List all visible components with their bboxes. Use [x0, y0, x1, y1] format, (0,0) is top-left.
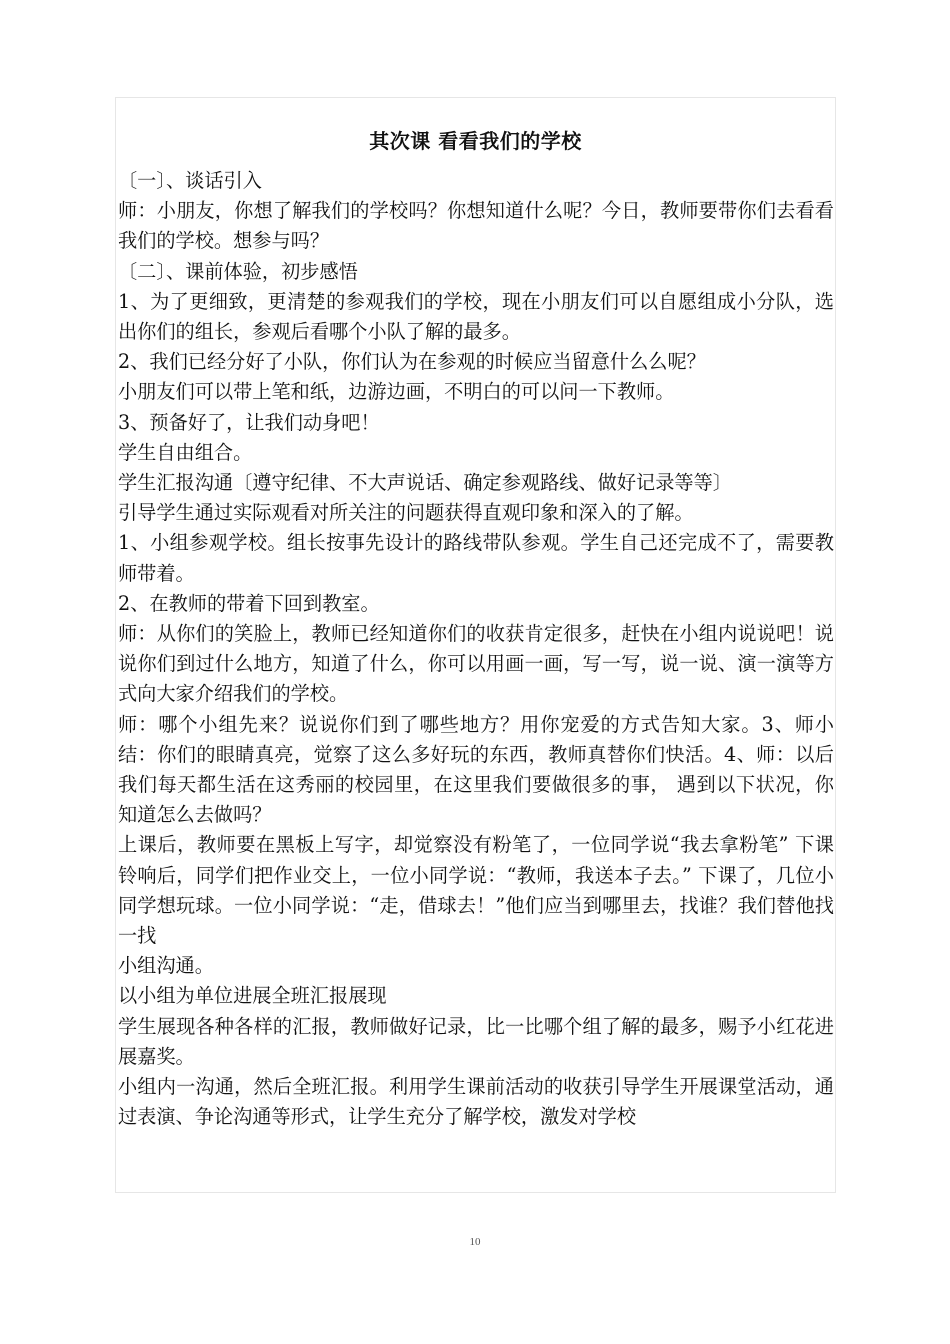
paragraph: 3、预备好了，让我们动身吧！: [118, 410, 380, 434]
paragraph: 2、我们已经分好了小队，你们认为在参观的时候应当留意什么么呢？: [118, 350, 706, 374]
paragraph: 小朋友们可以带上笔和纸，边游边画，不明白的可以问一下教师。: [118, 380, 675, 404]
paragraph: 〔一〕、谈话引入: [118, 169, 262, 192]
paragraph: 学生自由组合。: [118, 440, 253, 464]
paragraph: 1、为了更细致，更清楚的参观我们的学校，现在小朋友们可以自愿组成小分队，选出你们的组长，参观后看哪个小队了解的最多。: [118, 289, 834, 344]
lesson-body: [118, 166, 834, 1133]
paragraph: 学生展现各种各样的汇报，教师做好记录，比一比哪个组了解的最多，赐予小红花进展嘉奖。: [118, 1014, 834, 1068]
paragraph: 〔二〕、课前体验，初步感悟: [118, 259, 358, 283]
paragraph: 小组内一沟通，然后全班汇报。利用学生课前活动的收获引导学生开展课堂活动，通过表演、争论沟通等形式，让学生充分了解学校，激发对学校: [118, 1075, 834, 1129]
paragraph: 1、小组参观学校。组长按事先设计的路线带队参观。学生自己还完成不了，需要教师带着。: [118, 531, 834, 585]
paragraph: 师：哪个小组先来？说说你们到了哪些地方？用你宠爱的方式告知大家。3、师小结：你们的眼睛真亮，觉察了这么多好玩的东西，教师真替你们快活。4、师：以后我们每天都生活在这秀丽的校园里，在这里我们要做很多的事， 遇到以下状况，你知道怎么去做吗？: [118, 712, 834, 827]
paragraph: 小组沟通。: [118, 954, 214, 978]
paragraph: 学生汇报沟通〔遵守纪律、不大声说话、确定参观路线、做好记录等等〕: [118, 471, 732, 495]
paragraph: 师：小朋友，你想了解我们的学校吗？你想知道什么呢？今日，教师要带你们去看看我们的学校。想参与吗？: [118, 199, 834, 253]
paragraph: 上课后，教师要在黑板上写字，却觉察没有粉笔了，一位同学说“我去拿粉笔” 下课铃响后，同学们把作业交上，一位小同学说：“教师，我送本子去。” 下课了，几位小同学想玩球。一位小同学说：“走，借球去！”他们应当到哪里去，找谁？我们替他找一找: [118, 833, 834, 948]
page-number: 10: [469, 1236, 481, 1248]
paragraph: 以小组为单位进展全班汇报展现: [118, 984, 387, 1008]
paragraph: 引导学生通过实际观看对所关注的问题获得直观印象和深入的了解。: [118, 501, 694, 525]
paragraph: 师：从你们的笑脸上，教师已经知道你们的收获肯定很多，赶快在小组内说说吧！说说你们到过什么地方，知道了什么，你可以用画一画，写一写，说一说、演一演等方式向大家介绍我们的学校。: [118, 622, 834, 706]
lesson-title: 其次课 看看我们的学校: [369, 129, 582, 153]
paragraph: 2、在教师的带着下回到教室。: [118, 591, 380, 615]
